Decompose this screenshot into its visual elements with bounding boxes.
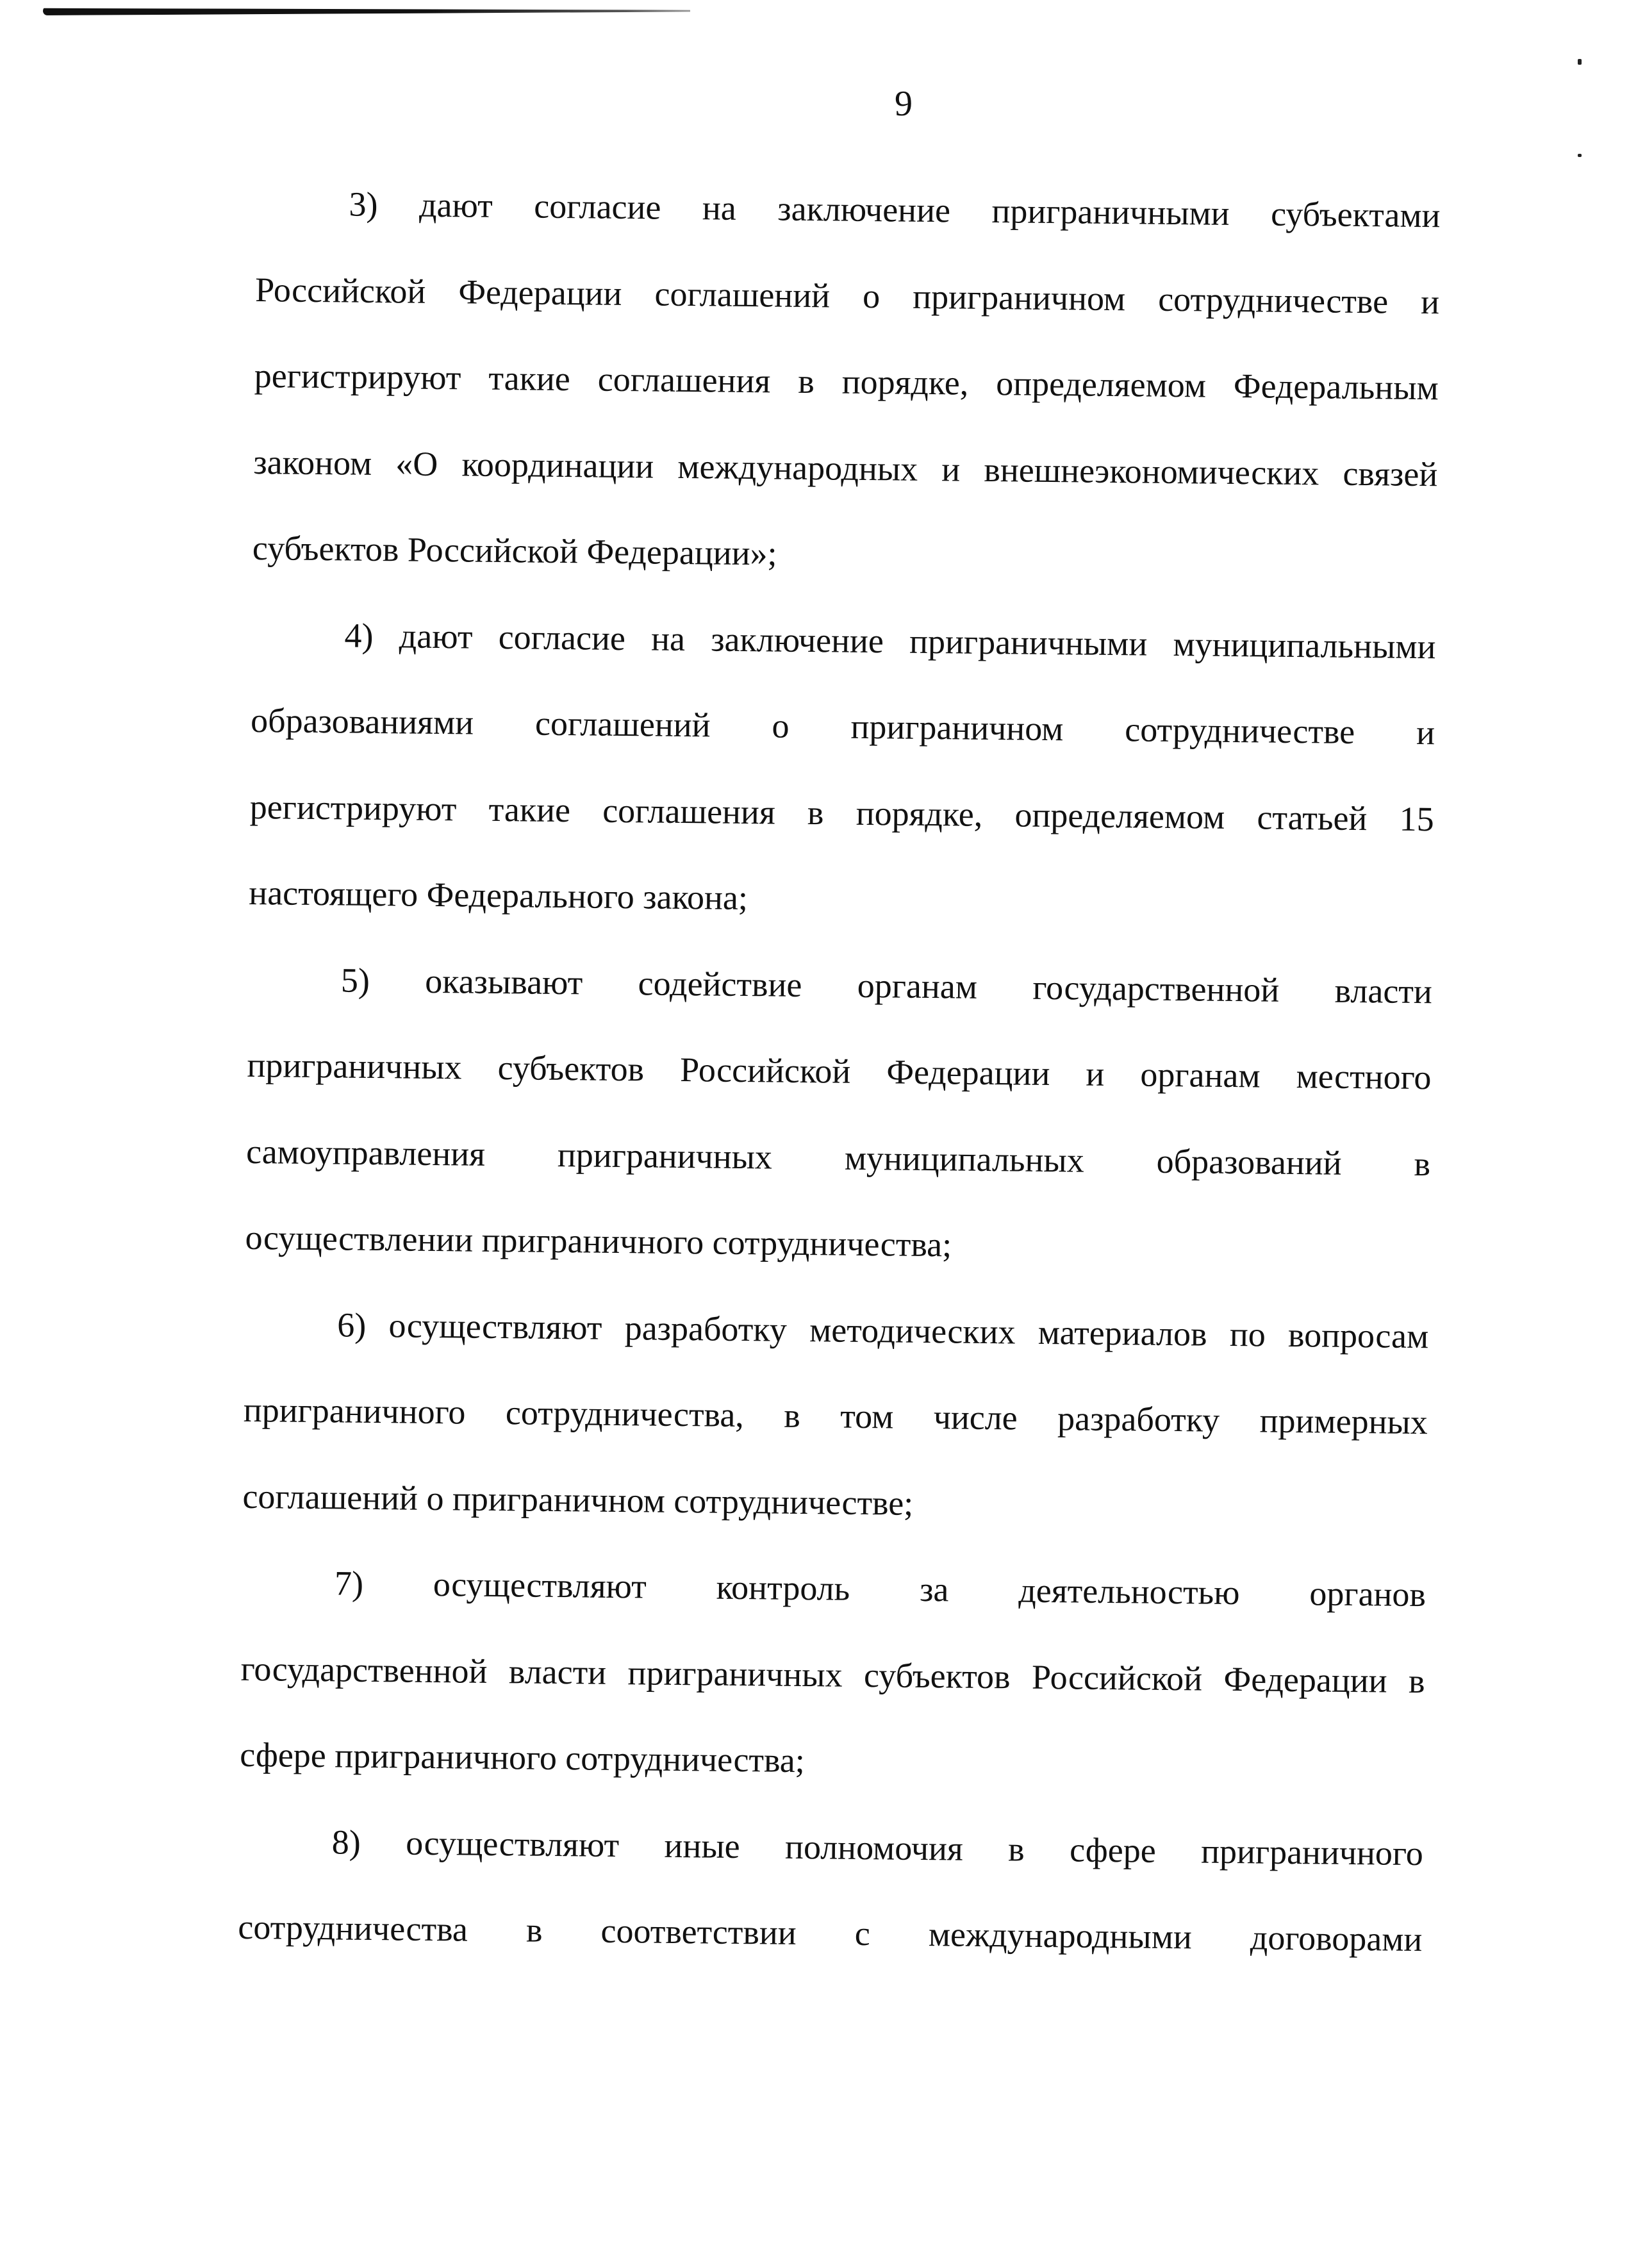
document-body <box>237 181 1440 2003</box>
scan-speck <box>1578 59 1582 65</box>
text-line: сотрудничества в соответствии с международными договорами <box>238 1907 1423 1959</box>
text-line: сфере приграничного сотрудничества; <box>239 1735 806 1780</box>
paragraph-item-6 <box>242 1301 1428 1572</box>
text-line: законом «О координации международных и внешнеэкономических связей <box>253 442 1438 493</box>
text-line: 8) осуществляют иные полномочия в сфере приграничного <box>331 1822 1424 1873</box>
text-line: 6) осуществляют разработку методических материалов по вопросам <box>337 1305 1429 1355</box>
text-line: самоуправления приграничных муниципальных образований в <box>245 1132 1431 1183</box>
text-line: субъектов Российской Федерации»; <box>252 528 777 573</box>
text-line: настоящего Федерального закона; <box>249 873 748 918</box>
text-line: 4) дают согласие на заключение приграничными муниципальными <box>344 615 1436 666</box>
text-line: приграничных субъектов Российской Федерации и органам местного <box>247 1045 1432 1097</box>
text-line: регистрируют такие соглашения в порядке, определяемом статьей 15 <box>249 787 1434 838</box>
paragraph-item-5 <box>245 956 1433 1313</box>
scan-speck <box>1578 154 1582 157</box>
text-line: регистрируют такие соглашения в порядке, определяемом Федеральным <box>254 356 1439 408</box>
text-line: 3) дают согласие на заключение приграничными субъектами <box>349 185 1441 235</box>
text-line: 5) оказывают содействие органам государственной власти <box>340 960 1433 1011</box>
paragraph-item-8 <box>237 1818 1423 2003</box>
paragraph-item-7 <box>239 1560 1426 1831</box>
paragraph-item-4 <box>248 611 1436 968</box>
text-line: 7) осуществляют контроль за деятельностью органов <box>334 1564 1426 1614</box>
scan-top-rule <box>43 6 690 15</box>
text-line: соглашений о приграничном сотрудничестве; <box>242 1477 914 1523</box>
text-line: образованиями соглашений о приграничном сотрудничестве и <box>250 700 1435 752</box>
text-line: Российской Федерации соглашений о приграничном сотрудничестве и <box>254 270 1440 321</box>
text-line: осуществлении приграничного сотрудничества; <box>245 1218 952 1264</box>
text-line: приграничного сотрудничества, в том числе разработку примерных <box>243 1390 1428 1442</box>
paragraph-item-3 <box>252 181 1441 624</box>
text-line: государственной власти приграничных субъектов Российской Федерации в <box>240 1649 1425 1700</box>
page-number: 9 <box>895 84 913 124</box>
